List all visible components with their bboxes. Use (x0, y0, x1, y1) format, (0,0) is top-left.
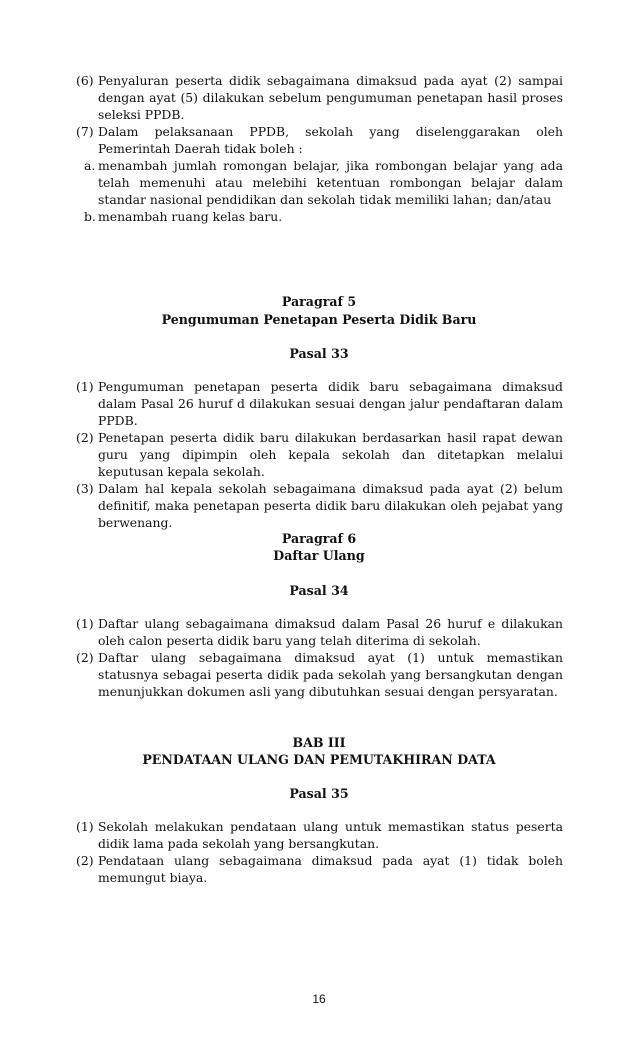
item-number: (2) (76, 430, 94, 445)
list-item (76, 852, 563, 886)
sub-item-text: menambah jumlah romongan belajar, jika rombongan belajar yang ada telah memenuhi atau melebihi ketentuan rombongan belajar dalam standar nasional pendidikan dan sekolah tidak memiliki lahan; dan/atau (98, 158, 563, 207)
item-number: (2) (76, 853, 94, 868)
sub-list-item (84, 157, 563, 208)
top-continuation-block (76, 72, 563, 225)
paragraf-5-label: Paragraf 5 (281, 294, 357, 309)
item-text: Penyaluran peserta didik sebagaimana dimaksud pada ayat (2) sampai dengan ayat (5) dilakukan sebelum pengumuman penetapan hasil proses seleksi PPDB. (98, 73, 563, 122)
pasal-34-body (76, 615, 563, 700)
list-item (76, 72, 563, 123)
list-item (76, 649, 563, 700)
item-number: (1) (76, 379, 94, 394)
item-text: Penetapan peserta didik baru dilakukan berdasarkan hasil rapat dewan guru yang dipimpin oleh kepala sekolah dan ditetapkan melalui keputusan kepala sekolah. (98, 430, 563, 479)
paragraf-6-label: Paragraf 6 (281, 531, 357, 546)
list-item (76, 615, 563, 649)
item-text: Daftar ulang sebagaimana dimaksud dalam Pasal 26 huruf e dilakukan oleh calon peserta didik baru yang telah diterima di sekolah. (98, 616, 563, 648)
list-item (76, 429, 563, 480)
sub-item-text: menambah ruang kelas baru. (98, 209, 283, 224)
paragraf-5-title: Pengumuman Penetapan Peserta Didik Baru (161, 312, 477, 327)
item-text: Dalam hal kepala sekolah sebagaimana dimaksud pada ayat (2) belum definitif, maka penetapan peserta didik baru dilakukan oleh pejabat yang berwenang. (98, 481, 563, 530)
list-item (76, 378, 563, 429)
page-number: 16 (312, 992, 326, 1006)
item-text: Daftar ulang sebagaimana dimaksud ayat (1) untuk memastikan statusnya sebagai peserta didik pada sekolah yang bersangkutan dengan menunjukkan dokumen asli yang dibutuhkan sesuai dengan persyaratan. (98, 650, 563, 699)
bab-3-label: BAB III (292, 735, 346, 750)
sub-list-item (84, 208, 563, 225)
paragraf-6-title: Daftar Ulang (273, 548, 365, 563)
bab-3-title: PENDATAAN ULANG DAN PEMUTAKHIRAN DATA (142, 752, 496, 767)
pasal-35-body (76, 818, 563, 886)
item-number: (6) (76, 73, 94, 88)
sub-item-letter: a. (84, 158, 96, 173)
sub-item-letter: b. (84, 209, 96, 224)
pasal-35-label: Pasal 35 (289, 786, 349, 801)
pasal-34-label: Pasal 34 (289, 583, 349, 598)
item-number: (1) (76, 616, 94, 631)
item-number: (7) (76, 124, 94, 139)
item-number: (2) (76, 650, 94, 665)
item-text: Pendataan ulang sebagaimana dimaksud pada ayat (1) tidak boleh memungut biaya. (98, 853, 563, 885)
item-text: Pengumuman penetapan peserta didik baru sebagaimana dimaksud dalam Pasal 26 huruf d dilakukan sesuai dengan jalur pendaftaran dalam PPDB. (98, 379, 563, 428)
item-number: (1) (76, 819, 94, 834)
pasal-33-label: Pasal 33 (289, 346, 349, 361)
list-item (76, 480, 563, 531)
list-item (76, 123, 563, 157)
list-item (76, 818, 563, 852)
pasal-33-body (76, 378, 563, 531)
item-number: (3) (76, 481, 94, 496)
item-text: Sekolah melakukan pendataan ulang untuk memastikan status peserta didik lama pada sekolah yang bersangkutan. (98, 819, 563, 851)
item-text: Dalam pelaksanaan PPDB, sekolah yang diselenggarakan oleh Pemerintah Daerah tidak boleh : (98, 124, 563, 156)
